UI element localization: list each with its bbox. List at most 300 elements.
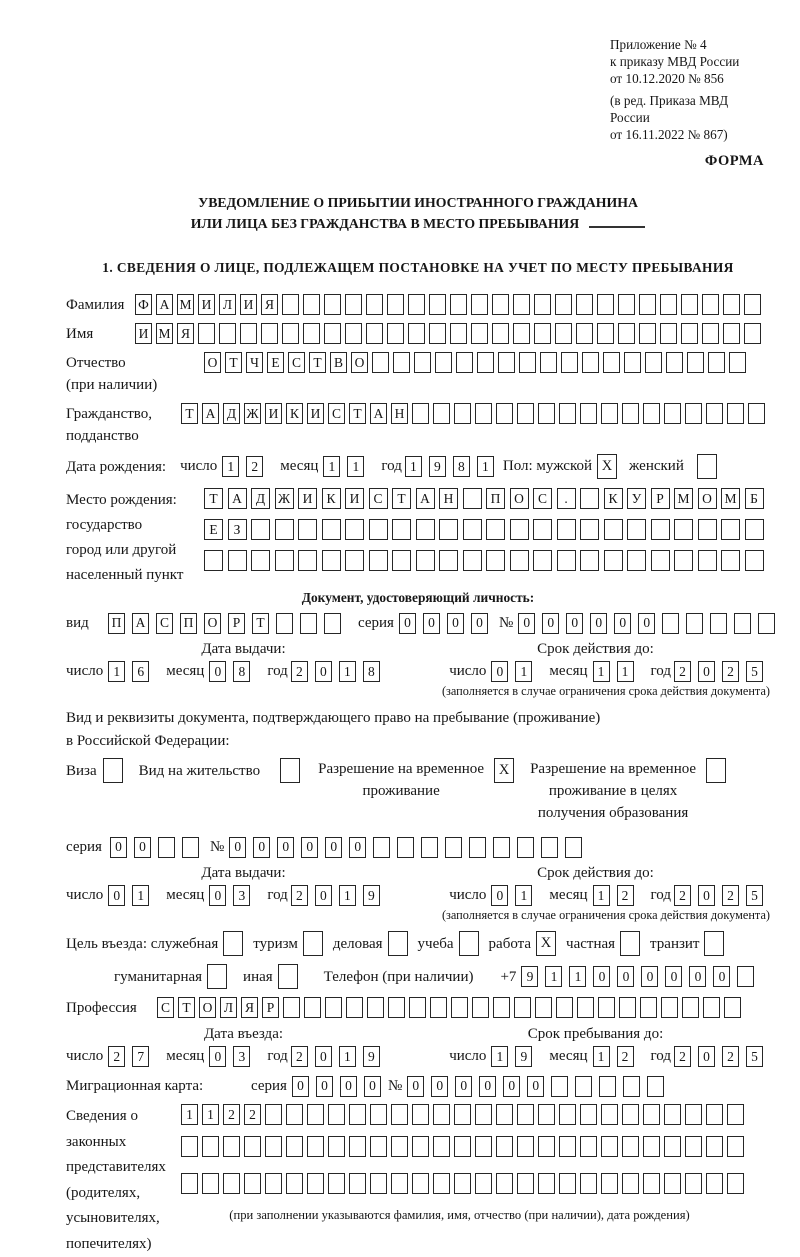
cell[interactable]: 1 (405, 456, 422, 477)
cell[interactable] (510, 550, 529, 571)
cell[interactable]: 0 (110, 837, 127, 858)
cell[interactable] (391, 1173, 408, 1194)
cell[interactable] (517, 403, 534, 424)
cell[interactable] (565, 837, 582, 858)
cell[interactable] (445, 837, 462, 858)
cell[interactable]: 0 (340, 1076, 357, 1097)
cell[interactable]: 0 (698, 1046, 715, 1067)
cell[interactable] (324, 323, 341, 344)
cell[interactable] (496, 1136, 513, 1157)
cell[interactable] (496, 1173, 513, 1194)
cell[interactable]: 0 (491, 885, 508, 906)
cell[interactable] (204, 550, 223, 571)
cell[interactable] (561, 352, 578, 373)
cell[interactable] (251, 519, 270, 540)
cell[interactable] (577, 997, 594, 1018)
visa-checkbox[interactable] (103, 758, 123, 783)
cell[interactable] (627, 519, 646, 540)
cell[interactable] (486, 550, 505, 571)
cell[interactable] (275, 550, 294, 571)
cell[interactable]: 3 (233, 1046, 250, 1067)
cell[interactable]: Д (251, 488, 270, 509)
stay-month-input[interactable] (593, 1046, 641, 1067)
cell[interactable] (622, 1173, 639, 1194)
cell[interactable] (517, 1104, 534, 1125)
cell[interactable] (538, 403, 555, 424)
cell[interactable]: 2 (617, 885, 634, 906)
cell[interactable]: 0 (590, 613, 607, 634)
legal-reps-input-line1[interactable] (181, 1104, 748, 1125)
cell[interactable] (727, 1104, 744, 1125)
purpose-humanitarian-checkbox[interactable] (207, 964, 227, 989)
cell[interactable] (601, 1173, 618, 1194)
res-valid-year-input[interactable] (674, 885, 770, 906)
cell[interactable] (580, 519, 599, 540)
cell[interactable] (304, 997, 321, 1018)
cell[interactable] (307, 1136, 324, 1157)
res-issue-month-input[interactable] (209, 885, 257, 906)
cell[interactable] (604, 519, 623, 540)
cell[interactable] (580, 1136, 597, 1157)
cell[interactable]: К (604, 488, 623, 509)
cell[interactable]: М (674, 488, 693, 509)
cell[interactable] (492, 294, 509, 315)
cell[interactable]: С (288, 352, 305, 373)
entry-year-input[interactable] (291, 1046, 387, 1067)
cell[interactable] (745, 519, 764, 540)
stay-year-input[interactable] (674, 1046, 770, 1067)
surname-input[interactable] (135, 294, 765, 315)
cell[interactable]: М (177, 294, 194, 315)
cell[interactable] (278, 964, 298, 989)
cell[interactable]: 0 (209, 885, 226, 906)
cell[interactable] (181, 1173, 198, 1194)
cell[interactable] (559, 1173, 576, 1194)
cell[interactable] (555, 294, 572, 315)
cell[interactable] (392, 550, 411, 571)
cell[interactable]: 2 (246, 456, 263, 477)
cell[interactable]: 1 (593, 885, 610, 906)
cell[interactable]: А (370, 403, 387, 424)
cell[interactable] (599, 1076, 616, 1097)
cell[interactable]: 0 (527, 1076, 544, 1097)
cell[interactable] (369, 519, 388, 540)
cell[interactable] (538, 1136, 555, 1157)
cell[interactable]: 8 (453, 456, 470, 477)
cell[interactable] (664, 1136, 681, 1157)
cell[interactable]: И (307, 403, 324, 424)
cell[interactable] (681, 294, 698, 315)
cell[interactable] (597, 294, 614, 315)
cell[interactable] (604, 550, 623, 571)
cell[interactable] (639, 323, 656, 344)
cell[interactable] (324, 294, 341, 315)
doc-issue-day-input[interactable] (108, 661, 156, 682)
cell[interactable] (328, 1104, 345, 1125)
cell[interactable] (207, 964, 227, 989)
purpose-work-checkbox[interactable] (536, 931, 556, 956)
cell[interactable]: 0 (566, 613, 583, 634)
cell[interactable] (557, 550, 576, 571)
cell[interactable] (580, 550, 599, 571)
cell[interactable] (433, 1173, 450, 1194)
cell[interactable]: С (533, 488, 552, 509)
cell[interactable] (706, 1104, 723, 1125)
cell[interactable]: 9 (429, 456, 446, 477)
cell[interactable] (643, 1104, 660, 1125)
temp-residence-checkbox[interactable] (494, 758, 514, 783)
cell[interactable]: 1 (339, 1046, 356, 1067)
cell[interactable] (721, 519, 740, 540)
cell[interactable] (303, 323, 320, 344)
cell[interactable] (408, 323, 425, 344)
legal-reps-input-line3[interactable] (181, 1173, 748, 1194)
cell[interactable] (493, 997, 510, 1018)
cell[interactable] (388, 931, 408, 956)
cell[interactable] (685, 403, 702, 424)
cell[interactable] (517, 837, 534, 858)
cell[interactable]: 2 (291, 661, 308, 682)
cell[interactable] (493, 837, 510, 858)
cell[interactable]: Т (181, 403, 198, 424)
cell[interactable] (370, 1173, 387, 1194)
cell[interactable]: С (156, 613, 173, 634)
cell[interactable]: 0 (431, 1076, 448, 1097)
cell[interactable] (724, 997, 741, 1018)
purpose-transit-checkbox[interactable] (704, 931, 724, 956)
cell[interactable]: 2 (674, 661, 691, 682)
cell[interactable] (298, 550, 317, 571)
cell[interactable] (706, 1136, 723, 1157)
cell[interactable] (435, 352, 452, 373)
cell[interactable] (708, 352, 725, 373)
cell[interactable]: 0 (698, 885, 715, 906)
cell[interactable]: X (597, 454, 617, 479)
cell[interactable] (276, 613, 293, 634)
cell[interactable]: И (240, 294, 257, 315)
cell[interactable] (662, 613, 679, 634)
cell[interactable]: 0 (614, 613, 631, 634)
cell[interactable] (429, 294, 446, 315)
cell[interactable]: Ф (135, 294, 152, 315)
birth-year-input[interactable] (405, 456, 501, 477)
cell[interactable] (409, 997, 426, 1018)
cell[interactable]: Е (267, 352, 284, 373)
cell[interactable] (685, 1173, 702, 1194)
cell[interactable] (744, 323, 761, 344)
cell[interactable] (421, 837, 438, 858)
cell[interactable]: 0 (491, 661, 508, 682)
cell[interactable]: 7 (132, 1046, 149, 1067)
cell[interactable]: 0 (292, 1076, 309, 1097)
doc-valid-year-input[interactable] (674, 661, 770, 682)
cell[interactable]: О (510, 488, 529, 509)
cell[interactable] (622, 1136, 639, 1157)
purpose-study-checkbox[interactable] (459, 931, 479, 956)
cell[interactable] (702, 323, 719, 344)
cell[interactable] (459, 931, 479, 956)
cell[interactable] (451, 997, 468, 1018)
cell[interactable] (535, 997, 552, 1018)
purpose-private-checkbox[interactable] (620, 931, 640, 956)
cell[interactable]: Н (391, 403, 408, 424)
cell[interactable] (702, 294, 719, 315)
cell[interactable] (328, 1136, 345, 1157)
cell[interactable]: 0 (689, 966, 706, 987)
cell[interactable] (681, 323, 698, 344)
entry-day-input[interactable] (108, 1046, 156, 1067)
cell[interactable]: П (486, 488, 505, 509)
cell[interactable]: Б (745, 488, 764, 509)
cell[interactable]: 3 (233, 885, 250, 906)
cell[interactable] (685, 1136, 702, 1157)
cell[interactable]: 0 (301, 837, 318, 858)
cell[interactable]: 1 (202, 1104, 219, 1125)
cell[interactable] (513, 294, 530, 315)
cell[interactable] (412, 1104, 429, 1125)
mig-number-input[interactable] (407, 1076, 671, 1097)
cell[interactable] (580, 1173, 597, 1194)
legal-reps-input-line2[interactable] (181, 1136, 748, 1157)
cell[interactable] (433, 1104, 450, 1125)
cell[interactable] (300, 613, 317, 634)
cell[interactable]: 9 (521, 966, 538, 987)
cell[interactable] (556, 997, 573, 1018)
cell[interactable]: Е (204, 519, 223, 540)
cell[interactable]: И (198, 294, 215, 315)
purpose-business-checkbox[interactable] (388, 931, 408, 956)
cell[interactable]: 8 (233, 661, 250, 682)
cell[interactable]: 0 (423, 613, 440, 634)
cell[interactable] (734, 613, 751, 634)
cell[interactable] (349, 1104, 366, 1125)
cell[interactable]: О (204, 352, 221, 373)
name-input[interactable] (135, 323, 765, 344)
mig-series-input[interactable] (292, 1076, 388, 1097)
cell[interactable]: 1 (593, 661, 610, 682)
cell[interactable]: Т (252, 613, 269, 634)
cell[interactable] (412, 1173, 429, 1194)
cell[interactable] (325, 997, 342, 1018)
cell[interactable]: О (698, 488, 717, 509)
cell[interactable] (265, 1136, 282, 1157)
cell[interactable] (282, 323, 299, 344)
cell[interactable] (261, 323, 278, 344)
cell[interactable] (580, 1104, 597, 1125)
cell[interactable] (345, 550, 364, 571)
cell[interactable]: 1 (222, 456, 239, 477)
cell[interactable]: 9 (363, 1046, 380, 1067)
cell[interactable] (706, 758, 726, 783)
cell[interactable] (345, 323, 362, 344)
cell[interactable] (758, 613, 775, 634)
cell[interactable] (454, 1173, 471, 1194)
cell[interactable] (729, 352, 746, 373)
cell[interactable] (704, 931, 724, 956)
cell[interactable]: М (156, 323, 173, 344)
cell[interactable] (454, 403, 471, 424)
cell[interactable] (286, 1104, 303, 1125)
cell[interactable] (198, 323, 215, 344)
cell[interactable]: Л (219, 294, 236, 315)
cell[interactable]: 1 (323, 456, 340, 477)
cell[interactable]: С (369, 488, 388, 509)
cell[interactable] (710, 613, 727, 634)
cell[interactable] (540, 352, 557, 373)
cell[interactable] (282, 294, 299, 315)
cell[interactable]: А (416, 488, 435, 509)
cell[interactable]: 2 (244, 1104, 261, 1125)
cell[interactable]: 6 (132, 661, 149, 682)
cell[interactable] (698, 550, 717, 571)
cell[interactable] (469, 837, 486, 858)
cell[interactable] (727, 1173, 744, 1194)
cell[interactable]: Р (262, 997, 279, 1018)
cell[interactable] (265, 1104, 282, 1125)
cell[interactable] (158, 837, 175, 858)
cell[interactable] (643, 403, 660, 424)
cell[interactable]: 0 (209, 1046, 226, 1067)
cell[interactable]: Р (228, 613, 245, 634)
cell[interactable]: Т (392, 488, 411, 509)
cell[interactable] (674, 519, 693, 540)
cell[interactable]: 1 (491, 1046, 508, 1067)
cell[interactable] (223, 1173, 240, 1194)
purpose-other-checkbox[interactable] (278, 964, 298, 989)
cell[interactable]: 0 (503, 1076, 520, 1097)
cell[interactable]: 0 (134, 837, 151, 858)
cell[interactable] (433, 403, 450, 424)
cell[interactable] (228, 550, 247, 571)
cell[interactable] (538, 1104, 555, 1125)
cell[interactable] (603, 352, 620, 373)
cell[interactable] (475, 1136, 492, 1157)
cell[interactable]: 5 (746, 661, 763, 682)
cell[interactable] (202, 1136, 219, 1157)
cell[interactable]: И (345, 488, 364, 509)
cell[interactable] (328, 1173, 345, 1194)
birth-month-input[interactable] (323, 456, 371, 477)
cell[interactable]: И (135, 323, 152, 344)
birth-place-input-line2[interactable] (204, 519, 768, 540)
cell[interactable] (223, 931, 243, 956)
cell[interactable] (598, 997, 615, 1018)
cell[interactable] (664, 403, 681, 424)
cell[interactable]: 2 (617, 1046, 634, 1067)
cell[interactable] (643, 1173, 660, 1194)
cell[interactable] (439, 519, 458, 540)
cell[interactable] (698, 519, 717, 540)
res-number-input[interactable] (229, 837, 589, 858)
cell[interactable] (454, 1104, 471, 1125)
cell[interactable]: О (204, 613, 221, 634)
cell[interactable] (687, 352, 704, 373)
cell[interactable]: Л (220, 997, 237, 1018)
cell[interactable]: 0 (315, 885, 332, 906)
cell[interactable]: 0 (407, 1076, 424, 1097)
cell[interactable] (439, 550, 458, 571)
cell[interactable]: Т (309, 352, 326, 373)
cell[interactable] (463, 550, 482, 571)
cell[interactable] (346, 997, 363, 1018)
cell[interactable] (475, 403, 492, 424)
citizenship-input[interactable] (181, 403, 769, 424)
cell[interactable] (498, 352, 515, 373)
cell[interactable]: Т (204, 488, 223, 509)
cell[interactable]: 0 (447, 613, 464, 634)
cell[interactable] (618, 294, 635, 315)
cell[interactable] (393, 352, 410, 373)
cell[interactable] (303, 294, 320, 315)
cell[interactable] (492, 323, 509, 344)
cell[interactable] (559, 403, 576, 424)
cell[interactable] (322, 519, 341, 540)
cell[interactable]: 2 (722, 661, 739, 682)
cell[interactable] (366, 323, 383, 344)
cell[interactable]: Т (349, 403, 366, 424)
cell[interactable]: 2 (223, 1104, 240, 1125)
male-checkbox[interactable] (597, 454, 617, 479)
cell[interactable]: И (298, 488, 317, 509)
cell[interactable] (538, 1173, 555, 1194)
cell[interactable]: А (156, 294, 173, 315)
cell[interactable] (576, 294, 593, 315)
cell[interactable]: 0 (108, 885, 125, 906)
cell[interactable]: С (328, 403, 345, 424)
cell[interactable]: 1 (515, 885, 532, 906)
doc-issue-month-input[interactable] (209, 661, 257, 682)
cell[interactable] (496, 403, 513, 424)
cell[interactable]: X (494, 758, 514, 783)
cell[interactable] (510, 519, 529, 540)
cell[interactable] (513, 323, 530, 344)
cell[interactable]: 2 (674, 1046, 691, 1067)
cell[interactable] (367, 997, 384, 1018)
cell[interactable] (723, 294, 740, 315)
cell[interactable]: К (322, 488, 341, 509)
cell[interactable] (745, 550, 764, 571)
cell[interactable] (640, 997, 657, 1018)
cell[interactable]: 2 (291, 1046, 308, 1067)
cell[interactable]: С (157, 997, 174, 1018)
cell[interactable] (748, 403, 765, 424)
cell[interactable] (651, 550, 670, 571)
cell[interactable]: Т (178, 997, 195, 1018)
cell[interactable]: У (627, 488, 646, 509)
cell[interactable] (345, 294, 362, 315)
cell[interactable] (559, 1136, 576, 1157)
doc-number-input[interactable] (518, 613, 782, 634)
female-checkbox[interactable] (697, 454, 717, 479)
cell[interactable] (519, 352, 536, 373)
cell[interactable] (450, 323, 467, 344)
cell[interactable] (345, 519, 364, 540)
cell[interactable]: 1 (132, 885, 149, 906)
cell[interactable] (286, 1136, 303, 1157)
cell[interactable]: 2 (722, 1046, 739, 1067)
cell[interactable]: 2 (722, 885, 739, 906)
patronymic-input[interactable] (204, 352, 750, 373)
cell[interactable] (496, 1104, 513, 1125)
cell[interactable] (624, 352, 641, 373)
cell[interactable] (555, 323, 572, 344)
cell[interactable] (664, 1104, 681, 1125)
purpose-official-checkbox[interactable] (223, 931, 243, 956)
cell[interactable]: В (330, 352, 347, 373)
cell[interactable] (240, 323, 257, 344)
cell[interactable] (280, 758, 300, 783)
cell[interactable]: 0 (229, 837, 246, 858)
